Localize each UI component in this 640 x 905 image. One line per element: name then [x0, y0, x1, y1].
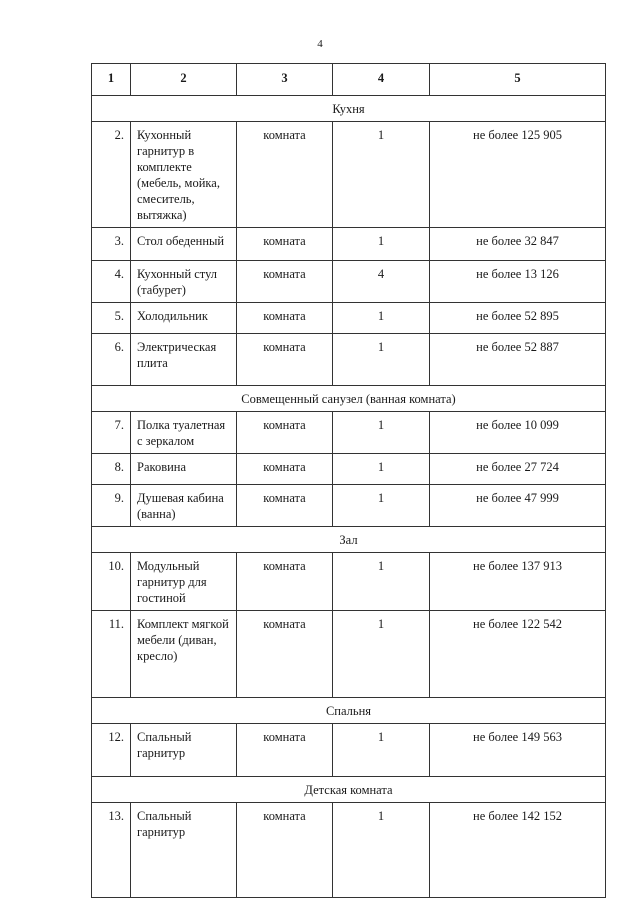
row-number-cell: 13. [92, 803, 131, 898]
item-name-cell: Комплект мягкой мебели (диван, кресло) [131, 611, 237, 698]
price-cell: не более 13 126 [430, 261, 606, 303]
table-row [92, 485, 606, 527]
table-row [92, 553, 606, 611]
item-name-cell: Модульный гарнитур для гостиной [131, 553, 237, 611]
unit-cell: комната [237, 553, 333, 611]
quantity-cell: 1 [333, 412, 430, 454]
table-row [92, 334, 606, 386]
item-name-cell: Раковина [131, 454, 237, 485]
unit-cell: комната [237, 228, 333, 261]
price-cell: не более 52 895 [430, 303, 606, 334]
header-cell-4: 4 [333, 64, 430, 96]
section-row [92, 777, 606, 803]
item-name-cell: Полка туалетная с зеркалом [131, 412, 237, 454]
section-title: Спальня [92, 698, 606, 724]
row-number-cell: 8. [92, 454, 131, 485]
price-cell: не более 149 563 [430, 724, 606, 777]
table-row [92, 803, 606, 898]
section-row [92, 527, 606, 553]
table-row [92, 303, 606, 334]
unit-cell: комната [237, 454, 333, 485]
unit-cell: комната [237, 303, 333, 334]
row-number-cell: 7. [92, 412, 131, 454]
quantity-cell: 1 [333, 228, 430, 261]
item-name-cell: Душевая кабина (ванна) [131, 485, 237, 527]
quantity-cell: 1 [333, 553, 430, 611]
furniture-table [91, 63, 606, 898]
price-cell: не более 10 099 [430, 412, 606, 454]
quantity-cell: 1 [333, 454, 430, 485]
table-row [92, 122, 606, 228]
quantity-cell: 1 [333, 303, 430, 334]
item-name-cell: Спальный гарнитур [131, 724, 237, 777]
table-row [92, 261, 606, 303]
table-row [92, 412, 606, 454]
unit-cell: комната [237, 122, 333, 228]
section-row [92, 698, 606, 724]
table-row [92, 724, 606, 777]
item-name-cell: Стол обеденный [131, 228, 237, 261]
table-row [92, 454, 606, 485]
unit-cell: комната [237, 803, 333, 898]
price-cell: не более 142 152 [430, 803, 606, 898]
row-number-cell: 5. [92, 303, 131, 334]
quantity-cell: 1 [333, 724, 430, 777]
price-cell: не более 122 542 [430, 611, 606, 698]
row-number-cell: 6. [92, 334, 131, 386]
row-number-cell: 11. [92, 611, 131, 698]
unit-cell: комната [237, 334, 333, 386]
item-name-cell: Электрическая плита [131, 334, 237, 386]
section-title: Совмещенный санузел (ванная комната) [92, 386, 606, 412]
price-cell: не более 47 999 [430, 485, 606, 527]
row-number-cell: 10. [92, 553, 131, 611]
row-number-cell: 9. [92, 485, 131, 527]
price-cell: не более 27 724 [430, 454, 606, 485]
price-cell: не более 125 905 [430, 122, 606, 228]
section-title: Кухня [92, 96, 606, 122]
price-cell: не более 137 913 [430, 553, 606, 611]
section-row [92, 96, 606, 122]
header-row [92, 64, 606, 96]
price-cell: не более 52 887 [430, 334, 606, 386]
header-cell-3: 3 [237, 64, 333, 96]
table-row [92, 611, 606, 698]
item-name-cell: Холодильник [131, 303, 237, 334]
row-number-cell: 2. [92, 122, 131, 228]
unit-cell: комната [237, 412, 333, 454]
section-title: Зал [92, 527, 606, 553]
row-number-cell: 12. [92, 724, 131, 777]
header-cell-5: 5 [430, 64, 606, 96]
page-number: 4 [317, 38, 323, 50]
quantity-cell: 1 [333, 803, 430, 898]
unit-cell: комната [237, 724, 333, 777]
quantity-cell: 1 [333, 334, 430, 386]
item-name-cell: Кухонный гарнитур в комплекте (мебель, мойка, смеситель, вытяжка) [131, 122, 237, 228]
table-body [92, 96, 606, 898]
item-name-cell: Спальный гарнитур [131, 803, 237, 898]
header-cell-2: 2 [131, 64, 237, 96]
section-row [92, 386, 606, 412]
quantity-cell: 4 [333, 261, 430, 303]
quantity-cell: 1 [333, 485, 430, 527]
price-cell: не более 32 847 [430, 228, 606, 261]
unit-cell: комната [237, 261, 333, 303]
unit-cell: комната [237, 485, 333, 527]
unit-cell: комната [237, 611, 333, 698]
row-number-cell: 4. [92, 261, 131, 303]
section-title: Детская комната [92, 777, 606, 803]
header-cell-1: 1 [92, 64, 131, 96]
quantity-cell: 1 [333, 122, 430, 228]
quantity-cell: 1 [333, 611, 430, 698]
row-number-cell: 3. [92, 228, 131, 261]
item-name-cell: Кухонный стул (табурет) [131, 261, 237, 303]
table-row [92, 228, 606, 261]
